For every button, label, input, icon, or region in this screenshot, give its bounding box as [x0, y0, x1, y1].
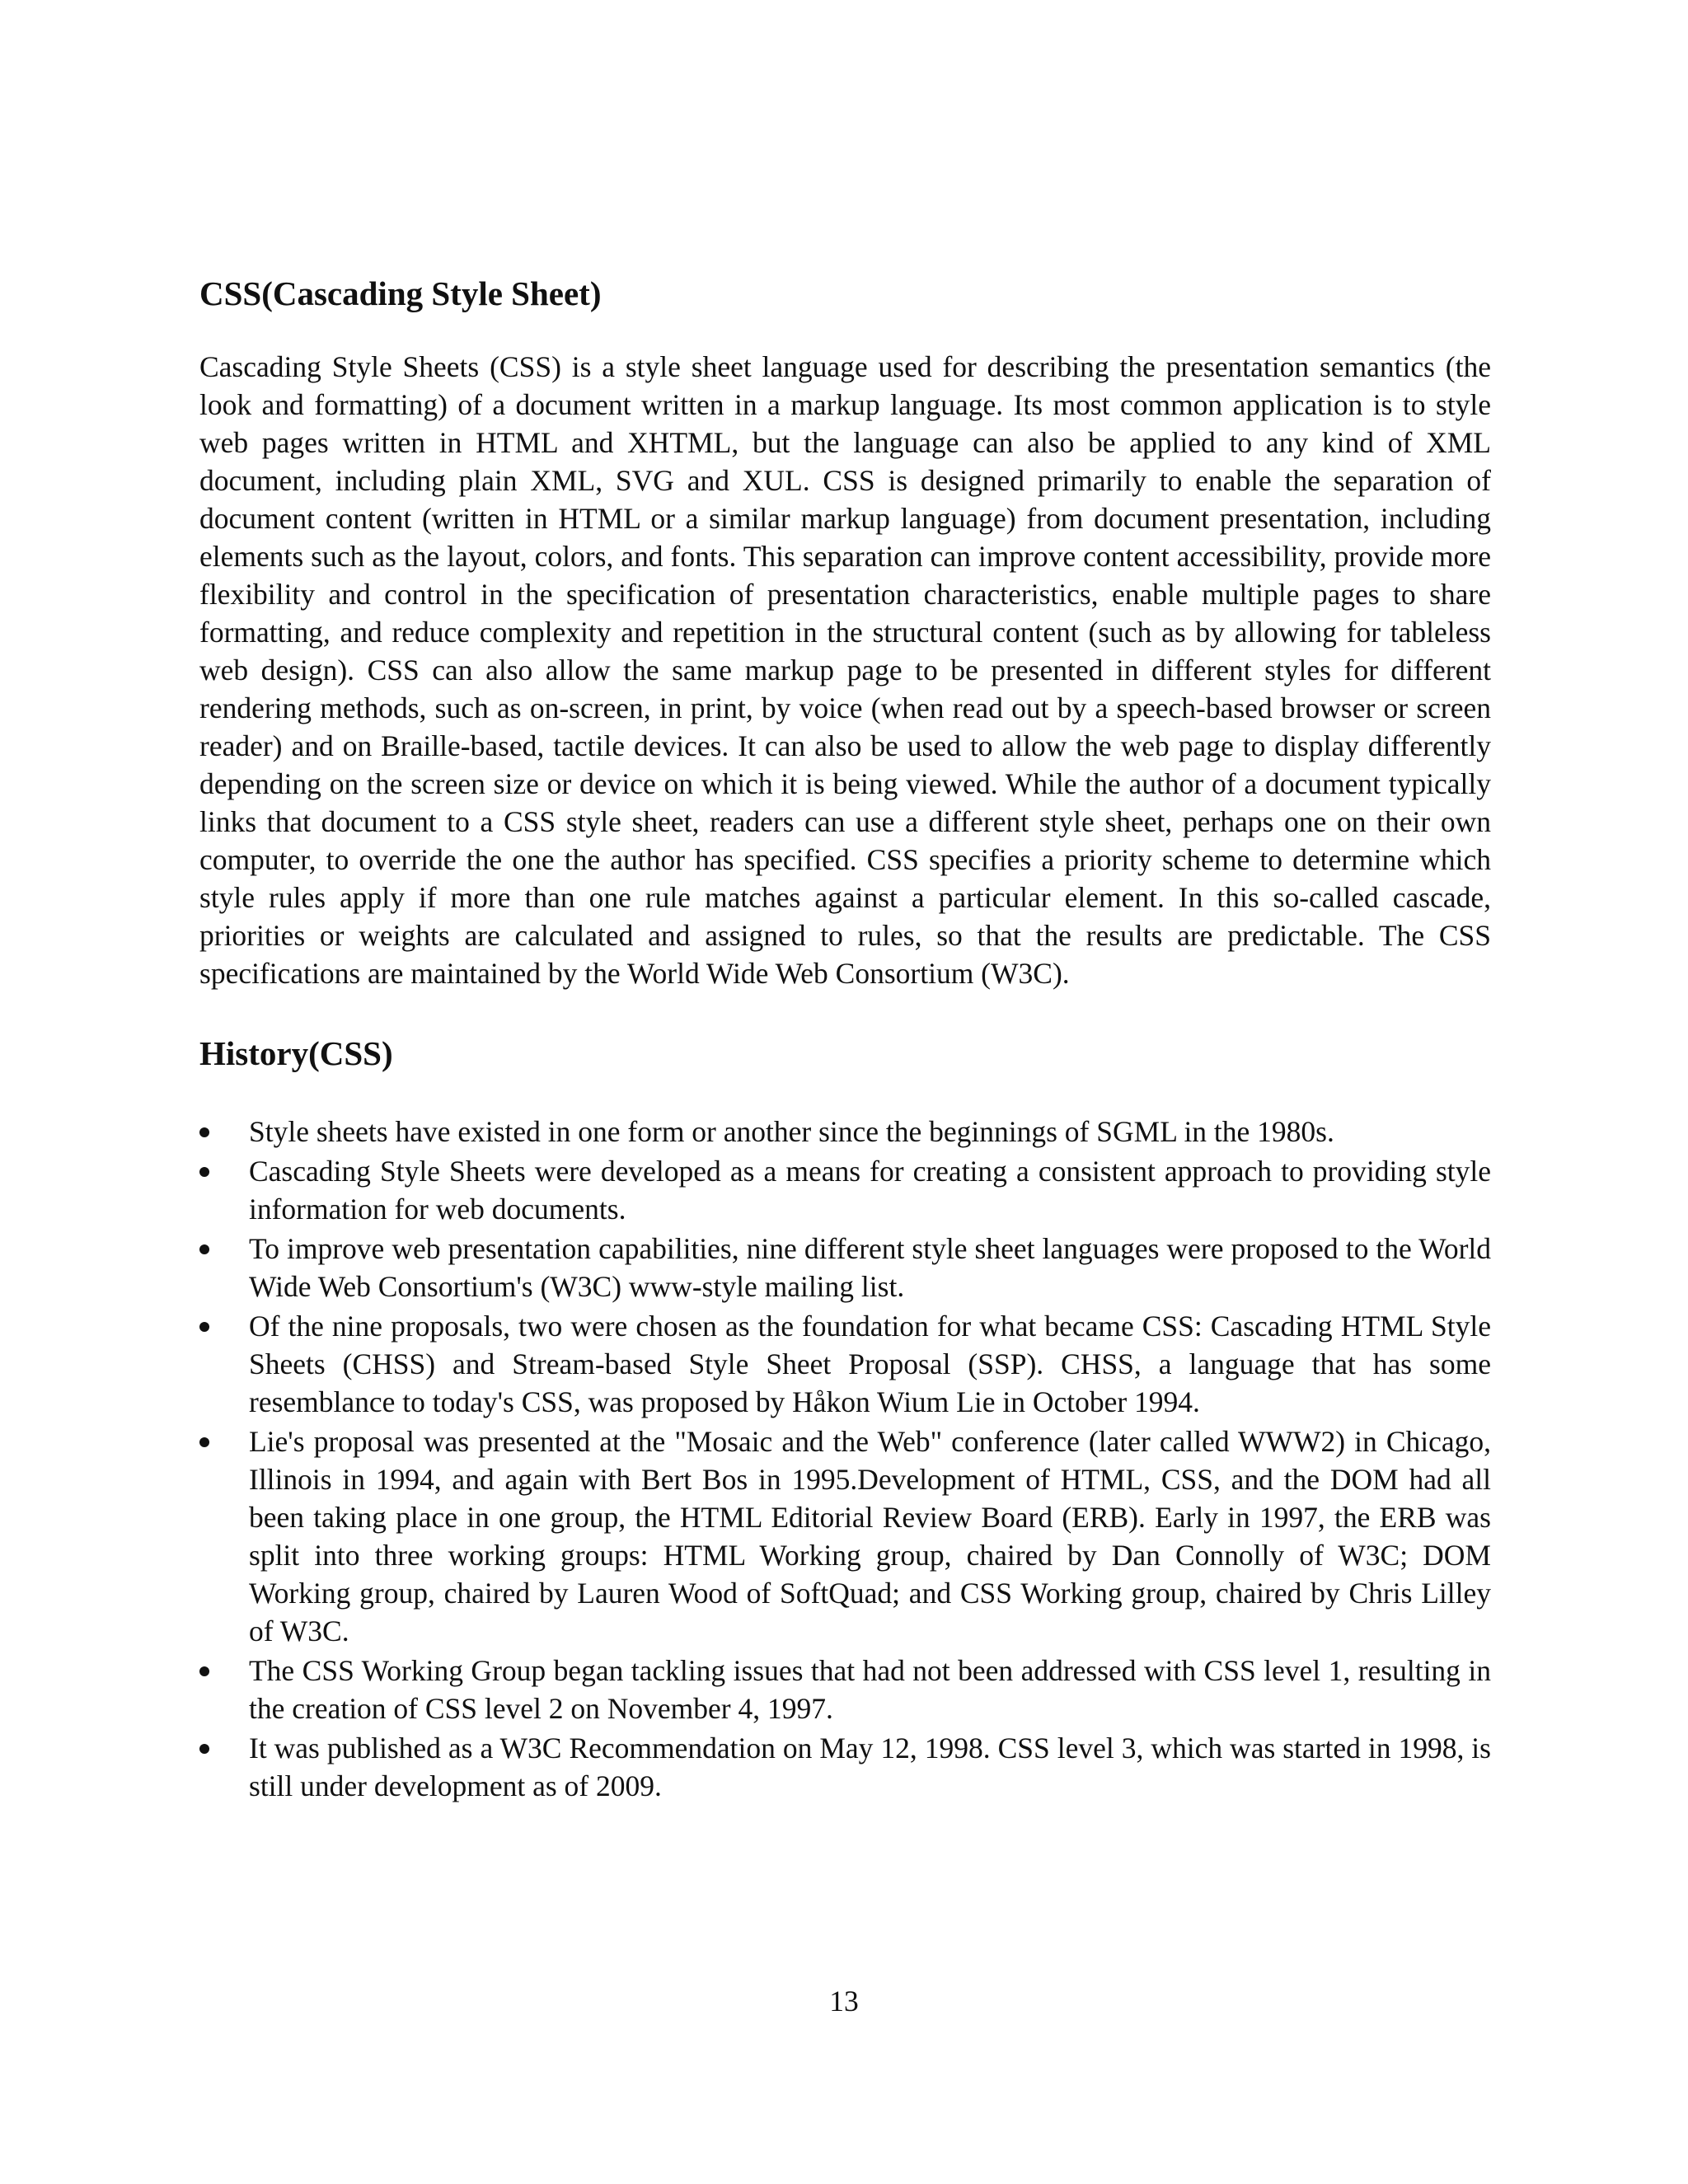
bullet-icon — [199, 1744, 209, 1754]
history-item-text: Lie's proposal was presented at the "Mosaic and the Web" conference (later called WWW2) in Chicago, Illinois in 1994, and again with Bert Bos in 1995.Development of HTML, CSS, and the DOM had all been taking place in one group, the HTML Editorial Review Board (ERB). Early in 1997, the ERB was split into three working groups: HTML Working group, chaired by Dan Connolly of W3C; DOM Working group, chaired by Lauren Wood of SoftQuad; and CSS Working group, chaired by Chris Lilley of W3C. — [249, 1425, 1491, 1647]
history-bullet-list — [199, 1113, 1491, 1805]
history-item-text: Cascading Style Sheets were developed as a means for creating a consistent approach to providing style information for web documents. — [249, 1155, 1491, 1226]
section-heading-history: History(CSS) — [199, 1034, 393, 1072]
history-list-item — [199, 1422, 1491, 1650]
history-list-item — [199, 1152, 1491, 1228]
page-content — [199, 272, 1491, 1807]
section-heading-css: CSS(Cascading Style Sheet) — [199, 274, 602, 312]
bullet-icon — [199, 1167, 209, 1177]
history-list-item — [199, 1652, 1491, 1727]
bullet-icon — [199, 1437, 209, 1447]
history-item-text: To improve web presentation capabilities, nine different style sheet languages were proposed to the World Wide Web Consortium's (W3C) www-style mailing list. — [249, 1232, 1491, 1303]
history-item-text: The CSS Working Group began tackling issues that had not been addressed with CSS level 1, resulting in the creation of CSS level 2 on November 4, 1997. — [249, 1654, 1491, 1725]
history-list-item — [199, 1729, 1491, 1805]
history-list-item — [199, 1113, 1491, 1151]
bullet-icon — [199, 1666, 209, 1676]
bullet-icon — [199, 1322, 209, 1332]
history-list-item — [199, 1230, 1491, 1305]
css-description-paragraph: Cascading Style Sheets (CSS) is a style sheet language used for describing the presentation semantics (the look and formatting) of a document written in a markup language. Its most common application is to style web pages written in HTML and XHTML, but the language can also be applied to any kind of XML document, including plain XML, SVG and XUL. CSS is designed primarily to enable the separation of document content (written in HTML or a similar markup language) from document presentation, including elements such as the layout, colors, and fonts. This separation can improve content accessibility, provide more flexibility and control in the specification of presentation characteristics, enable multiple pages to share formatting, and reduce complexity and repetition in the structural content (such as by allowing for tableless web design). CSS can also allow the same markup page to be presented in different styles for different rendering methods, such as on-screen, in print, by voice (when read out by a speech-based browser or screen reader) and on Braille-based, tactile devices. It can also be used to allow the web page to display differently depending on the screen size or device on which it is being viewed. While the author of a document typically links that document to a CSS style sheet, readers can use a different style sheet, perhaps one on their own computer, to override the one the author has specified. CSS specifies a priority scheme to determine which style rules apply if more than one rule matches against a particular element. In this so-called cascade, priorities or weights are calculated and assigned to rules, so that the results are predictable. The CSS specifications are maintained by the World Wide Web Consortium (W3C). — [199, 350, 1491, 990]
bullet-icon — [199, 1244, 209, 1254]
history-item-text: Of the nine proposals, two were chosen as the foundation for what became CSS: Cascading HTML Style Sheets (CHSS) and Stream-based Style Sheet Proposal (SSP). CHSS, a language that has some resemblance to today's CSS, was proposed by Håkon Wium Lie in October 1994. — [249, 1310, 1491, 1418]
history-list-item — [199, 1307, 1491, 1421]
bullet-icon — [199, 1127, 209, 1137]
history-item-text: It was published as a W3C Recommendation on May 12, 1998. CSS level 3, which was started in 1998, is still under development as of 2009. — [249, 1732, 1491, 1802]
page-number: 13 — [829, 1985, 859, 2018]
history-item-text: Style sheets have existed in one form or another since the beginnings of SGML in the 1980s. — [249, 1115, 1334, 1148]
